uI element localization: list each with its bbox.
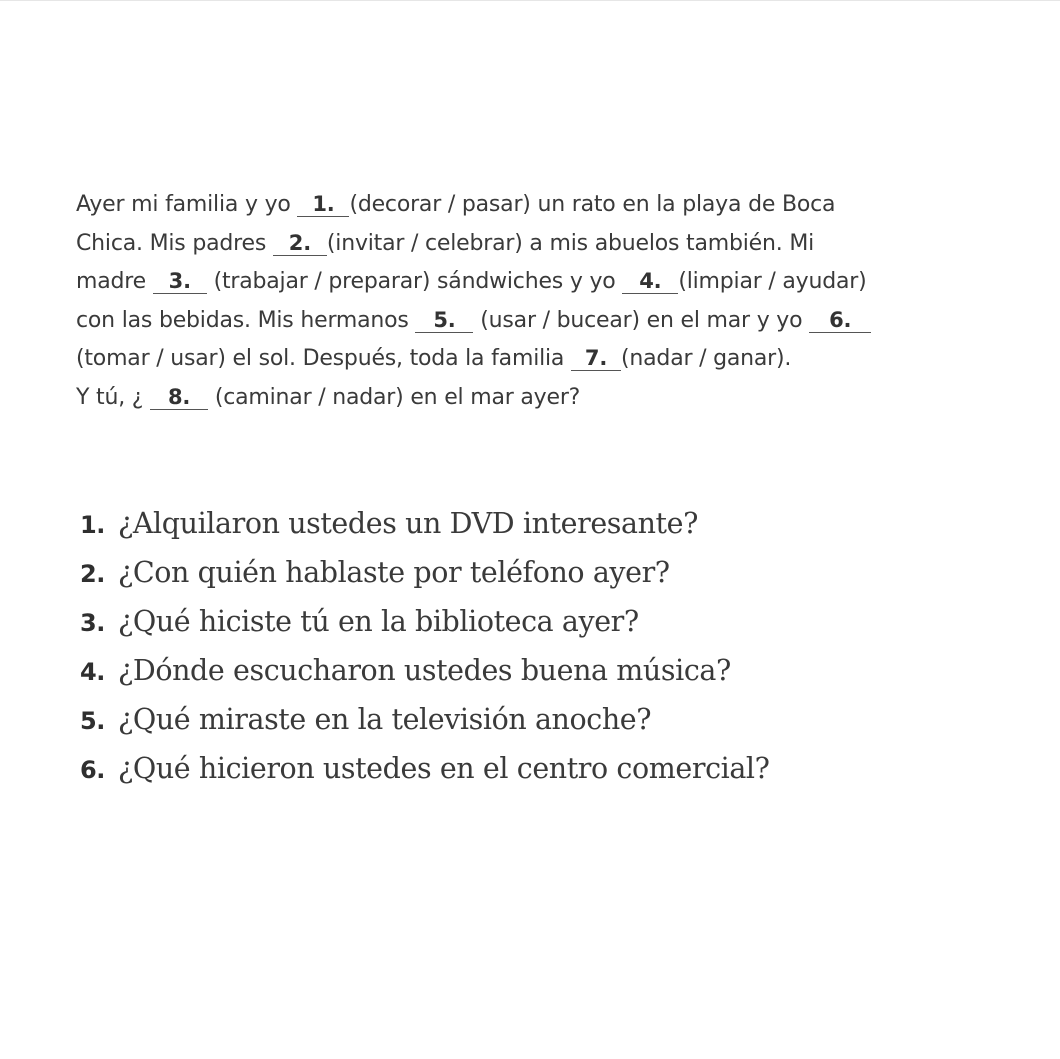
question-item (80, 696, 980, 745)
paragraph-line-5 (76, 340, 1016, 379)
question-item (80, 745, 980, 794)
text-segment: Y tú, ¿ (76, 384, 151, 410)
text-segment: (trabajar / preparar) sándwiches y yo (206, 269, 623, 294)
text-segment: Ayer mi familia y yo (76, 192, 298, 217)
question-number: 2. (80, 560, 106, 588)
question-text: ¿Qué hiciste tú en la biblioteca ayer? (118, 605, 639, 638)
question-number: 5. (80, 707, 106, 735)
blank-4[interactable]: 4. (622, 269, 678, 294)
text-segment: con las bebidas. Mis hermanos (76, 307, 416, 333)
paragraph-line-2 (76, 225, 1016, 264)
text-segment: (decorar / pasar) un rato en la playa de Boca (349, 192, 836, 217)
question-text: ¿Qué miraste en la televisión anoche? (118, 703, 652, 736)
question-item (80, 549, 980, 598)
question-number: 3. (80, 609, 106, 637)
text-segment: Chica. Mis padres (76, 230, 273, 256)
blank-2[interactable]: 2. (273, 231, 327, 256)
question-number: 6. (80, 756, 106, 784)
blank-1[interactable]: 1. (297, 192, 349, 217)
text-segment: (invitar / celebrar) a mis abuelos también. Mi (326, 230, 815, 256)
paragraph-line-6 (76, 379, 1016, 418)
blank-7[interactable]: 7. (571, 346, 621, 371)
text-segment: (limpiar / ayudar) (678, 269, 867, 294)
paragraph-line-3 (76, 263, 1016, 302)
question-item (80, 647, 980, 696)
top-divider (0, 0, 1060, 1)
fill-in-paragraph (76, 186, 1016, 417)
question-item (80, 598, 980, 647)
blank-3[interactable]: 3. (153, 269, 207, 294)
question-text: ¿Alquilaron ustedes un DVD interesante? (118, 507, 698, 540)
paragraph-line-4 (76, 302, 1016, 341)
blank-6[interactable]: 6. (809, 308, 871, 333)
text-segment: (nadar / ganar). (621, 346, 792, 371)
blank-8[interactable]: 8. (150, 385, 208, 410)
question-number: 1. (80, 511, 106, 539)
text-segment: madre (76, 269, 153, 294)
paragraph-line-1 (76, 186, 1016, 225)
question-item (80, 500, 980, 549)
text-segment: (caminar / nadar) en el mar ayer? (208, 384, 581, 410)
question-number: 4. (80, 658, 106, 686)
question-text: ¿Con quién hablaste por teléfono ayer? (118, 556, 670, 589)
text-segment: (tomar / usar) el sol. Después, toda la familia (76, 346, 572, 371)
blank-5[interactable]: 5. (415, 308, 473, 333)
question-text: ¿Qué hicieron ustedes en el centro comercial? (118, 752, 770, 785)
question-list (80, 500, 980, 794)
question-text: ¿Dónde escucharon ustedes buena música? (118, 654, 731, 687)
text-segment: (usar / bucear) en el mar y yo (473, 307, 810, 333)
